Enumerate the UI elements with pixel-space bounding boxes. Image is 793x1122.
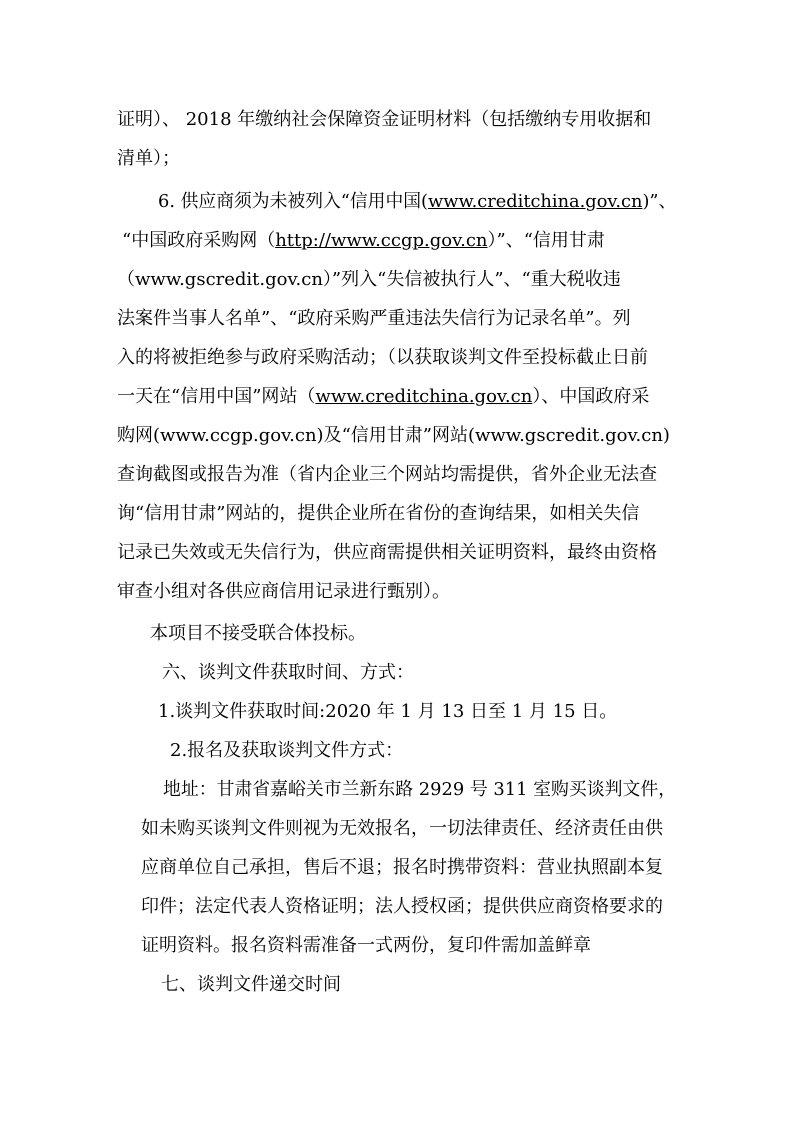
text-segment: 查询截图或报告为准（省内企业三个网站均需提供，省外企业无法查 xyxy=(117,464,657,485)
text-segment: 本项目不接受联合体投标。 xyxy=(150,623,366,644)
text-segment: 购网(www.ccgp.gov.cn)及“信用甘肃”网站(www.gscredit.gov.cn) xyxy=(117,425,670,446)
text-segment: ）、中国政府采 xyxy=(532,386,650,407)
text-segment: （www.gscredit.gov.cn）”列入“失信被执行人”、“重大税收违 xyxy=(117,269,621,290)
text-line xyxy=(117,268,621,292)
text-segment: 一天在“信用中国”网站（ xyxy=(117,386,316,407)
text-line xyxy=(122,229,605,253)
text-line xyxy=(117,385,649,409)
text-line xyxy=(141,817,663,841)
text-segment: 询“信用甘肃”网站的，提供企业所在省份的查询结果，如相关失信 xyxy=(117,503,640,524)
text-segment: 应商单位自己承担，售后不退；报名时携带资料：营业执照副本复 xyxy=(141,857,663,878)
text-segment: 证明资料。报名资料需准备一式两份，复印件需加盖鲜章 xyxy=(141,935,591,956)
text-line xyxy=(141,934,591,958)
text-line xyxy=(117,424,670,448)
text-line xyxy=(161,973,341,997)
text-segment: 六、谈判文件获取时间、方式： xyxy=(162,662,414,683)
text-segment: 入的将被拒绝参与政府采购活动；（以获取谈判文件至投标截止日前 xyxy=(117,347,648,368)
text-line xyxy=(117,580,450,604)
text-segment: 七、谈判文件递交时间 xyxy=(161,974,341,995)
text-line xyxy=(141,856,663,880)
text-segment: 证明）、 2018 年缴纳社会保障资金证明材料（包括缴纳专用收据和 xyxy=(117,109,652,130)
text-line xyxy=(163,778,676,802)
text-segment: 印件；法定代表人资格证明；法人授权函；提供供应商资格要求的 xyxy=(141,896,663,917)
text-line xyxy=(117,463,657,487)
text-segment: 如未购买谈判文件则视为无效报名，一切法律责任、经济责任由供 xyxy=(141,818,663,839)
text-line xyxy=(141,895,663,919)
text-line xyxy=(158,190,676,214)
url-link[interactable]: www.creditchina.gov.cn xyxy=(427,191,643,212)
text-segment: 6. 供应商须为未被列入“信用中国( xyxy=(158,191,428,212)
text-segment: 法案件当事人名单”、“政府采购严重违法失信行为记录名单”。列 xyxy=(117,308,631,329)
text-segment: ）”、“信用甘肃 xyxy=(487,230,605,251)
text-segment: 记录已失效或无失信行为，供应商需提供相关证明资料，最终由资格 xyxy=(117,542,657,563)
text-line xyxy=(162,661,414,685)
text-line xyxy=(170,739,403,763)
text-line xyxy=(158,700,617,724)
text-segment: 清单）； xyxy=(117,148,180,169)
text-line xyxy=(117,307,631,331)
text-line xyxy=(117,147,180,171)
text-line xyxy=(150,622,366,646)
text-segment: “中国政府采购网（ xyxy=(122,230,276,251)
text-segment: 审查小组对各供应商信用记录进行甄别）。 xyxy=(117,581,450,602)
url-link[interactable]: www.creditchina.gov.cn xyxy=(315,386,533,407)
text-segment: 1.谈判文件获取时间:2020 年 1 月 13 日至 1 月 15 日。 xyxy=(158,701,618,722)
url-link[interactable]: http://www.ccgp.gov.cn xyxy=(275,230,488,251)
text-line xyxy=(117,541,657,565)
text-line xyxy=(117,108,651,132)
text-segment: )”、 xyxy=(642,191,677,212)
text-line xyxy=(117,346,648,370)
text-segment: 地址：甘肃省嘉峪关市兰新东路 2929 号 311 室购买谈判文件， xyxy=(163,779,677,800)
text-segment: 2.报名及获取谈判文件方式： xyxy=(170,740,404,761)
text-line xyxy=(117,502,639,526)
